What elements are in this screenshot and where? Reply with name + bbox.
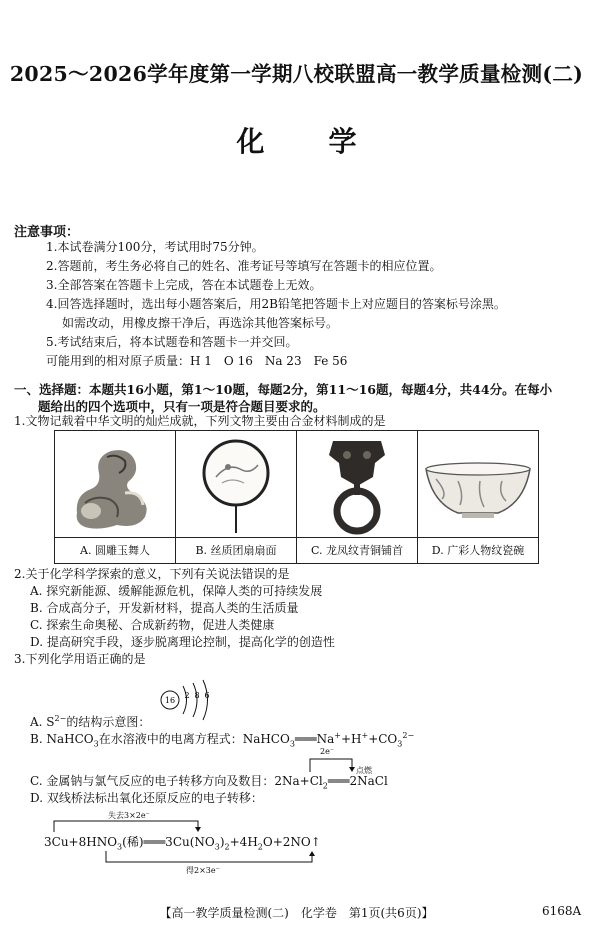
silk-fan-image	[176, 433, 296, 537]
q1-image-table	[54, 430, 539, 564]
q3-d-lost-label: 失去3×2e⁻	[108, 811, 150, 820]
q3-d-reduction-bridge	[100, 851, 320, 865]
note-item: 如需改动，用橡皮擦干净后，再选涂其他答案标号。	[62, 316, 339, 330]
jade-dancer-image	[55, 433, 175, 537]
q2-option-c: C. 探索生命奥秘、合成新药物，促进人类健康	[30, 618, 275, 632]
q1-caption-b: B. 丝质团扇扇面	[176, 537, 297, 563]
note-item: 1.本试卷满分100分，考试用时75分钟。	[46, 240, 264, 254]
section-heading-cont: 题给出的四个选项中，只有一项是符合题目要求的。	[38, 399, 326, 414]
q2-option-b: B. 合成高分子，开发新材料，提高人类的生活质量	[30, 601, 299, 615]
shell-2-electrons: 8	[194, 691, 200, 700]
q1-stem: 1.文物记载着中华文明的灿烂成就，下列文物主要由合金材料制成的是	[14, 414, 386, 428]
q1-image-b	[176, 431, 297, 538]
q3-d-oxidation-bridge	[48, 818, 208, 832]
note-item: 5.考试结束后，将本试题卷和答题卡一并交回。	[46, 335, 298, 349]
subject-title: 化学	[236, 125, 421, 158]
paper-code: 6168A	[542, 904, 582, 918]
q1-image-c	[297, 431, 418, 538]
q1-image-a	[55, 431, 176, 538]
shell-3-electrons: 6	[204, 691, 210, 700]
note-item: 3.全部答案在答题卡上完成，答在本试题卷上无效。	[46, 278, 322, 292]
q2-option-a: A. 探究新能源、缓解能源危机，保障人类的可持续发展	[30, 584, 323, 598]
q3-c-condition: 点燃	[356, 766, 372, 775]
q1-caption-d: D. 广彩人物纹瓷碗	[418, 537, 539, 563]
q1-caption-c: C. 龙凤纹青铜铺首	[297, 537, 418, 563]
page-title: 2025～2026学年度第一学期八校联盟高一教学质量检测(二)	[9, 62, 584, 86]
shell-1-electrons: 2	[184, 691, 190, 700]
section-heading: 一、选择题：本题共16小题，第1～10题，每题2分，第11～16题，每题4分，共44分。在每小	[14, 382, 553, 397]
q3-option-a: A. $S^{2-}$的结构示意图：	[30, 714, 151, 729]
q2-option-d: D. 提高研究手段，逐步脱离理论控制，提高化学的创造性	[30, 635, 335, 649]
q1-image-d	[418, 431, 539, 538]
q3-stem: 3.下列化学用语正确的是	[14, 652, 146, 666]
note-atomic-masses: 可能用到的相对原子质量：H 1 O 16 Na 23 Fe 56	[46, 354, 348, 368]
q3-d-gain-label: 得2×3e⁻	[186, 866, 220, 875]
nucleus-charge: 16	[164, 696, 176, 705]
q2-stem: 2.关于化学科学探索的意义，下列有关说法错误的是	[14, 567, 290, 581]
porcelain-bowl-image	[418, 433, 538, 537]
q3-c-transfer-arrow	[304, 756, 358, 772]
sulfide-ion-structure-diagram	[156, 678, 218, 728]
q3-option-b: B. NaHCO$_3$在水溶液中的电离方程式：$NaHCO_3═══Na^++H^++CO_3^{2-}$	[30, 731, 415, 749]
note-item: 2.答题前，考生务必将自己的姓名、准考证号等填写在答题卡的相应位置。	[46, 259, 442, 273]
notes-heading: 注意事项：	[14, 225, 80, 240]
bronze-knocker-image	[297, 433, 417, 537]
q3-option-c: C. 金属钠与氯气反应的电子转移方向及数目：$2Na+Cl_2═══2NaCl$	[30, 774, 388, 791]
q3-option-d: D. 双线桥法标出氧化还原反应的电子转移：	[30, 791, 263, 805]
q1-caption-a: A. 圆雕玉舞人	[55, 537, 176, 563]
q3-d-equation: $3Cu+8HNO_3$(稀)$═══3Cu(NO_3)_2+4H_2O+2NO↑$	[44, 835, 321, 852]
note-item: 4.回答选择题时，选出每小题答案后，用2B铅笔把答题卡上对应题目的答案标号涂黑。	[46, 297, 506, 311]
page-footer: 【高一教学质量检测(二) 化学卷 第1页(共6页)】	[159, 906, 434, 920]
q3-c-electron-label: 2e⁻	[320, 747, 335, 756]
